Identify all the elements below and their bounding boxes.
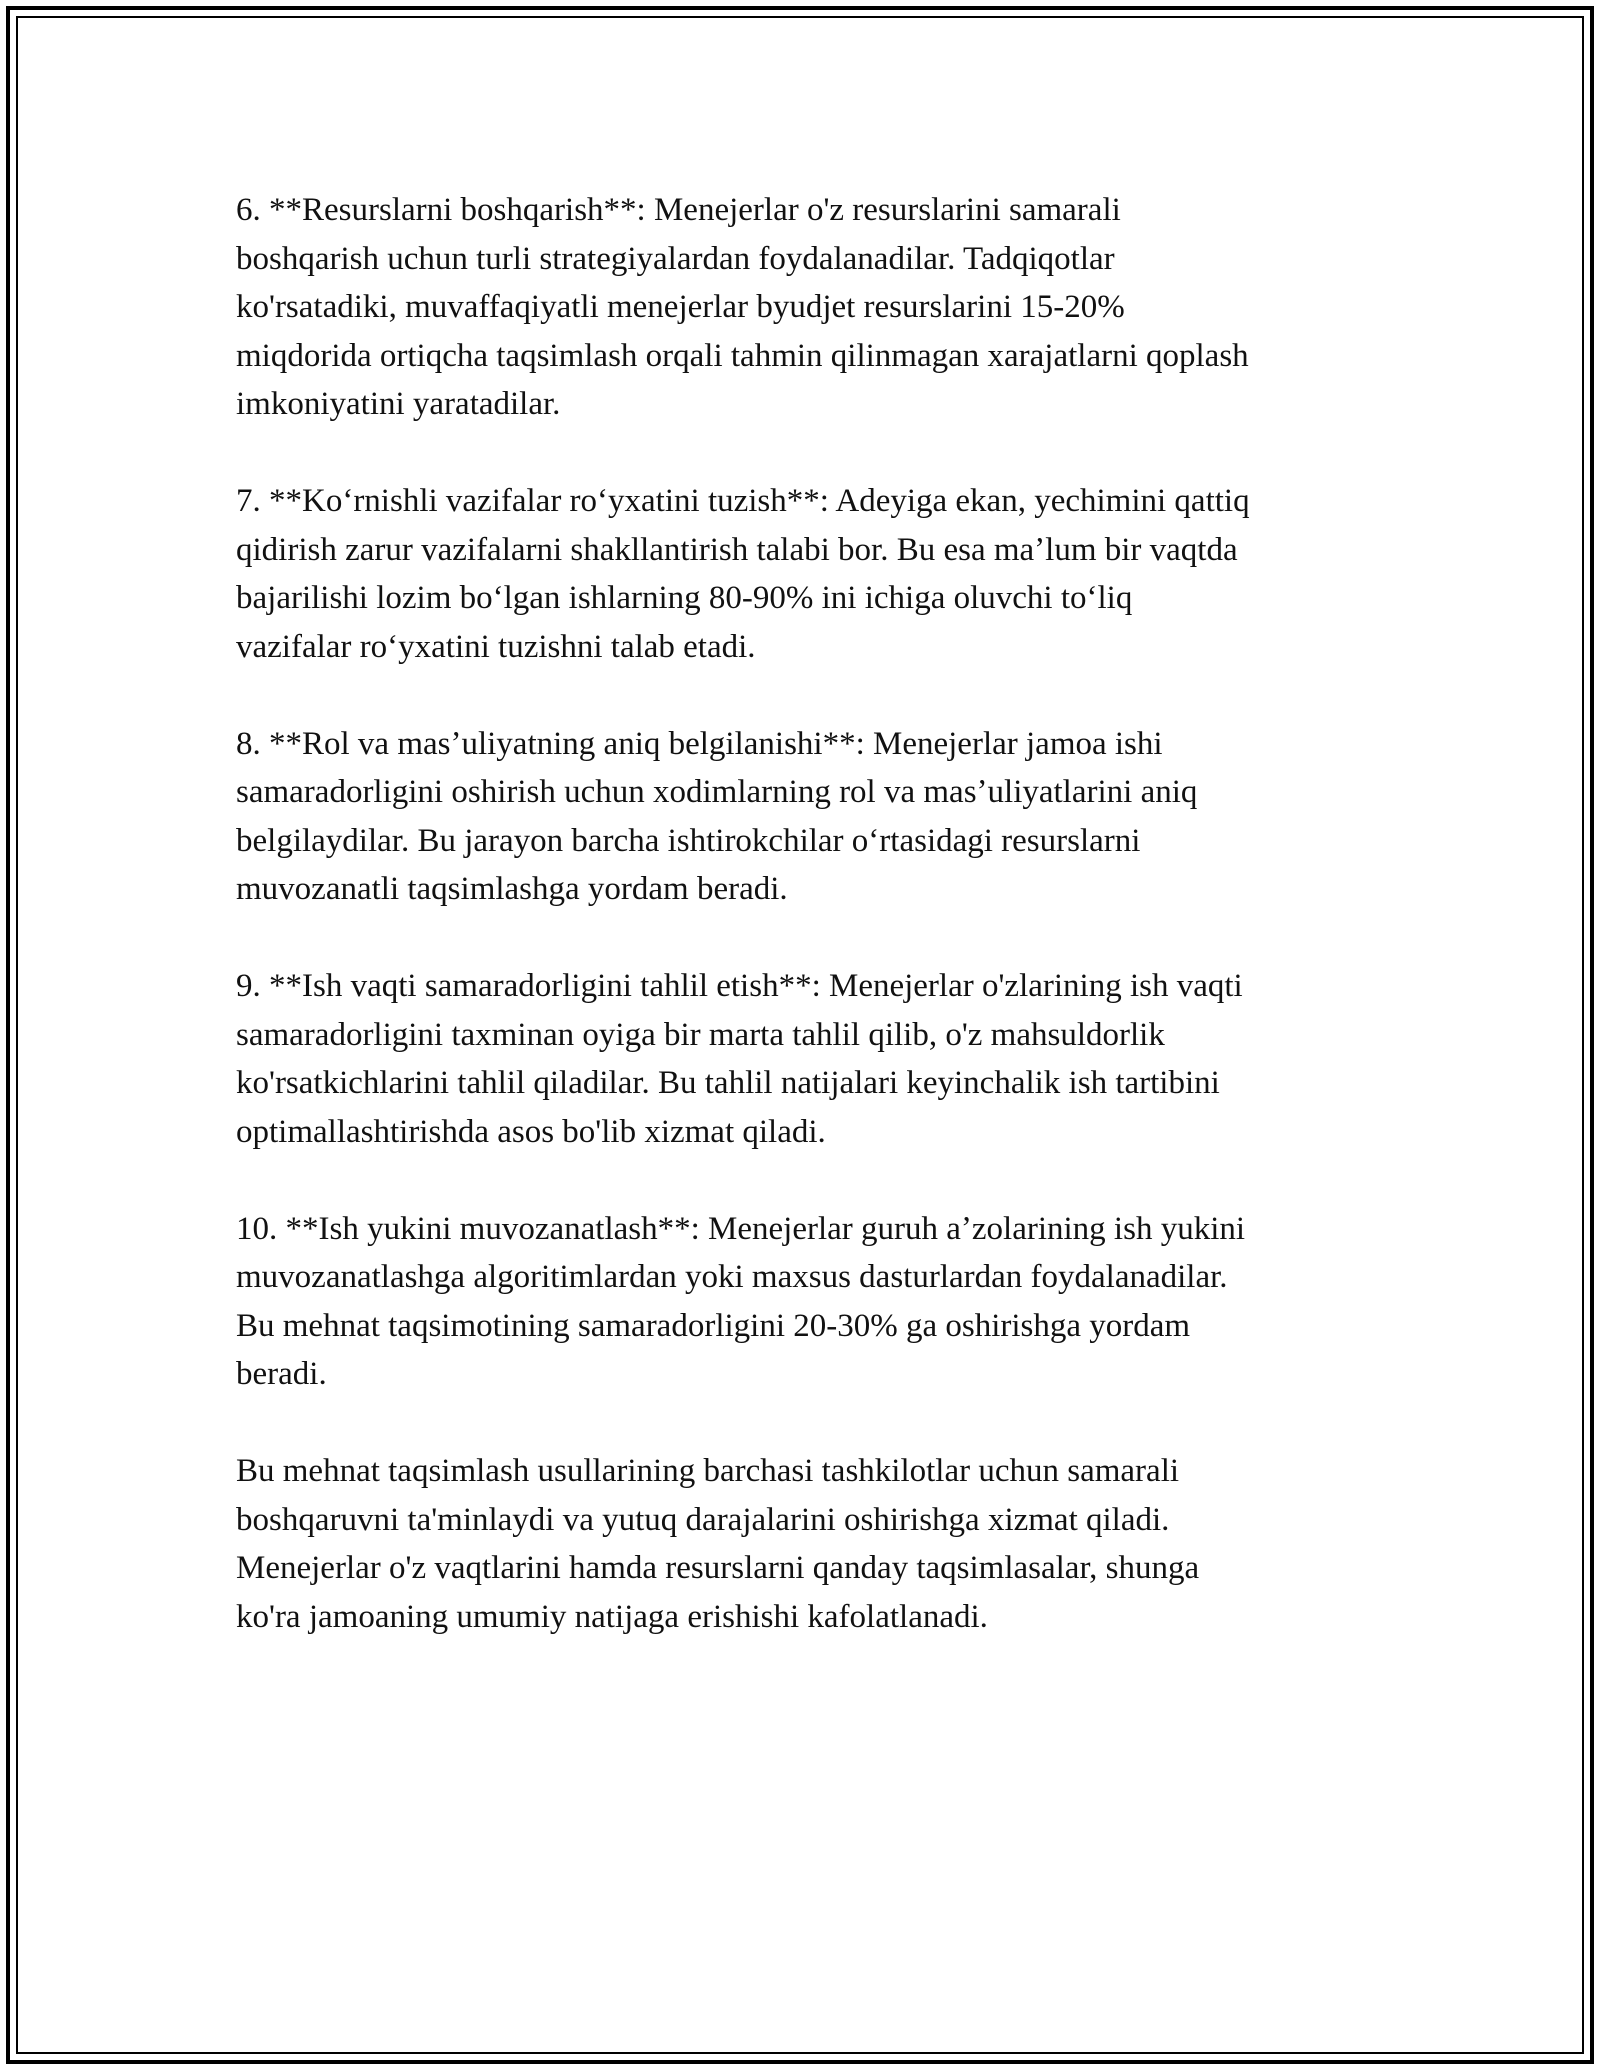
paragraph-item-7 [236, 477, 1386, 671]
text-line: Bu mehnat taqsimotining samaradorligini 20-30% ga oshirishga yordam [236, 1307, 1191, 1344]
text-line: miqdorida ortiqcha taqsimlash orqali tahmin qilinmagan xarajatlarni qoplash [236, 337, 1249, 374]
text-line: belgilaydilar. Bu jarayon barcha ishtirokchilar oʻrtasidagi resurslarni [236, 822, 1141, 859]
text-line: Menejerlar o'z vaqtlarini hamda resurslarni qanday taqsimlasalar, shunga [236, 1550, 1200, 1586]
text-line: Bu mehnat taqsimlash usullarining barchasi tashkilotlar uchun samarali [236, 1453, 1180, 1489]
paragraph-item-9 [236, 962, 1386, 1156]
text-line: 6. **Resurslarni boshqarish**: Menejerlar o'z resurslarini samarali [236, 192, 1121, 228]
text-line: imkoniyatini yaratadilar. [236, 386, 561, 422]
text-line: 10. **Ish yukini muvozanatlash**: Menejerlar guruh aʼzolarining ish yukini [236, 1210, 1246, 1247]
text-line: boshqarish uchun turli strategiyalardan foydalanadilar. Tadqiqotlar [236, 240, 1115, 277]
text-line: vazifalar roʻyxatini tuzishni talab etadi. [236, 628, 756, 665]
text-line: muvozanatli taqsimlashga yordam beradi. [236, 871, 788, 907]
text-line: muvozanatlashga algoritimlardan yoki maxsus dasturlardan foydalanadilar. [236, 1259, 1228, 1295]
text-line: optimallashtirishda asos bo'lib xizmat qiladi. [236, 1113, 826, 1150]
paragraph-item-10 [236, 1205, 1386, 1399]
text-line: 9. **Ish vaqti samaradorligini tahlil etish**: Menejerlar o'zlarining ish vaqti [236, 968, 1243, 1004]
text-line: samaradorligini oshirish uchun xodimlarning rol va masʼuliyatlarini aniq [236, 774, 1198, 810]
text-line: boshqaruvni ta'minlaydi va yutuq darajalarini oshirishga xizmat qiladi. [236, 1501, 1170, 1538]
paragraph-item-6 [236, 186, 1386, 429]
document-body [236, 186, 1386, 1690]
text-line: ko'rsatkichlarini tahlil qiladilar. Bu tahlil natijalari keyinchalik ish tartibini [236, 1065, 1220, 1101]
text-line: 7. **Koʻrnishli vazifalar roʻyxatini tuzish**: Adeyiga ekan, yechimini qattiq [236, 483, 1250, 519]
text-line: samaradorligini taxminan oyiga bir marta tahlil qilib, o'z mahsuldorlik [236, 1016, 1165, 1053]
text-line: qidirish zarur vazifalarni shakllantirish talabi bor. Bu esa maʼlum bir vaqtda [236, 531, 1238, 568]
paragraph-item-8 [236, 720, 1386, 914]
text-line: 8. **Rol va masʼuliyatning aniq belgilanishi**: Menejerlar jamoa ishi [236, 725, 1163, 762]
text-line: ko'ra jamoaning umumiy natijaga erishishi kafolatlanadi. [236, 1598, 988, 1635]
text-line: beradi. [236, 1356, 327, 1392]
text-line: bajarilishi lozim boʻlgan ishlarning 80-90% ini ichiga oluvchi toʻliq [236, 580, 1133, 616]
text-line: ko'rsatadiki, muvaffaqiyatli menejerlar byudjet resurslarini 15-20% [236, 289, 1125, 325]
paragraph-conclusion [236, 1447, 1386, 1641]
